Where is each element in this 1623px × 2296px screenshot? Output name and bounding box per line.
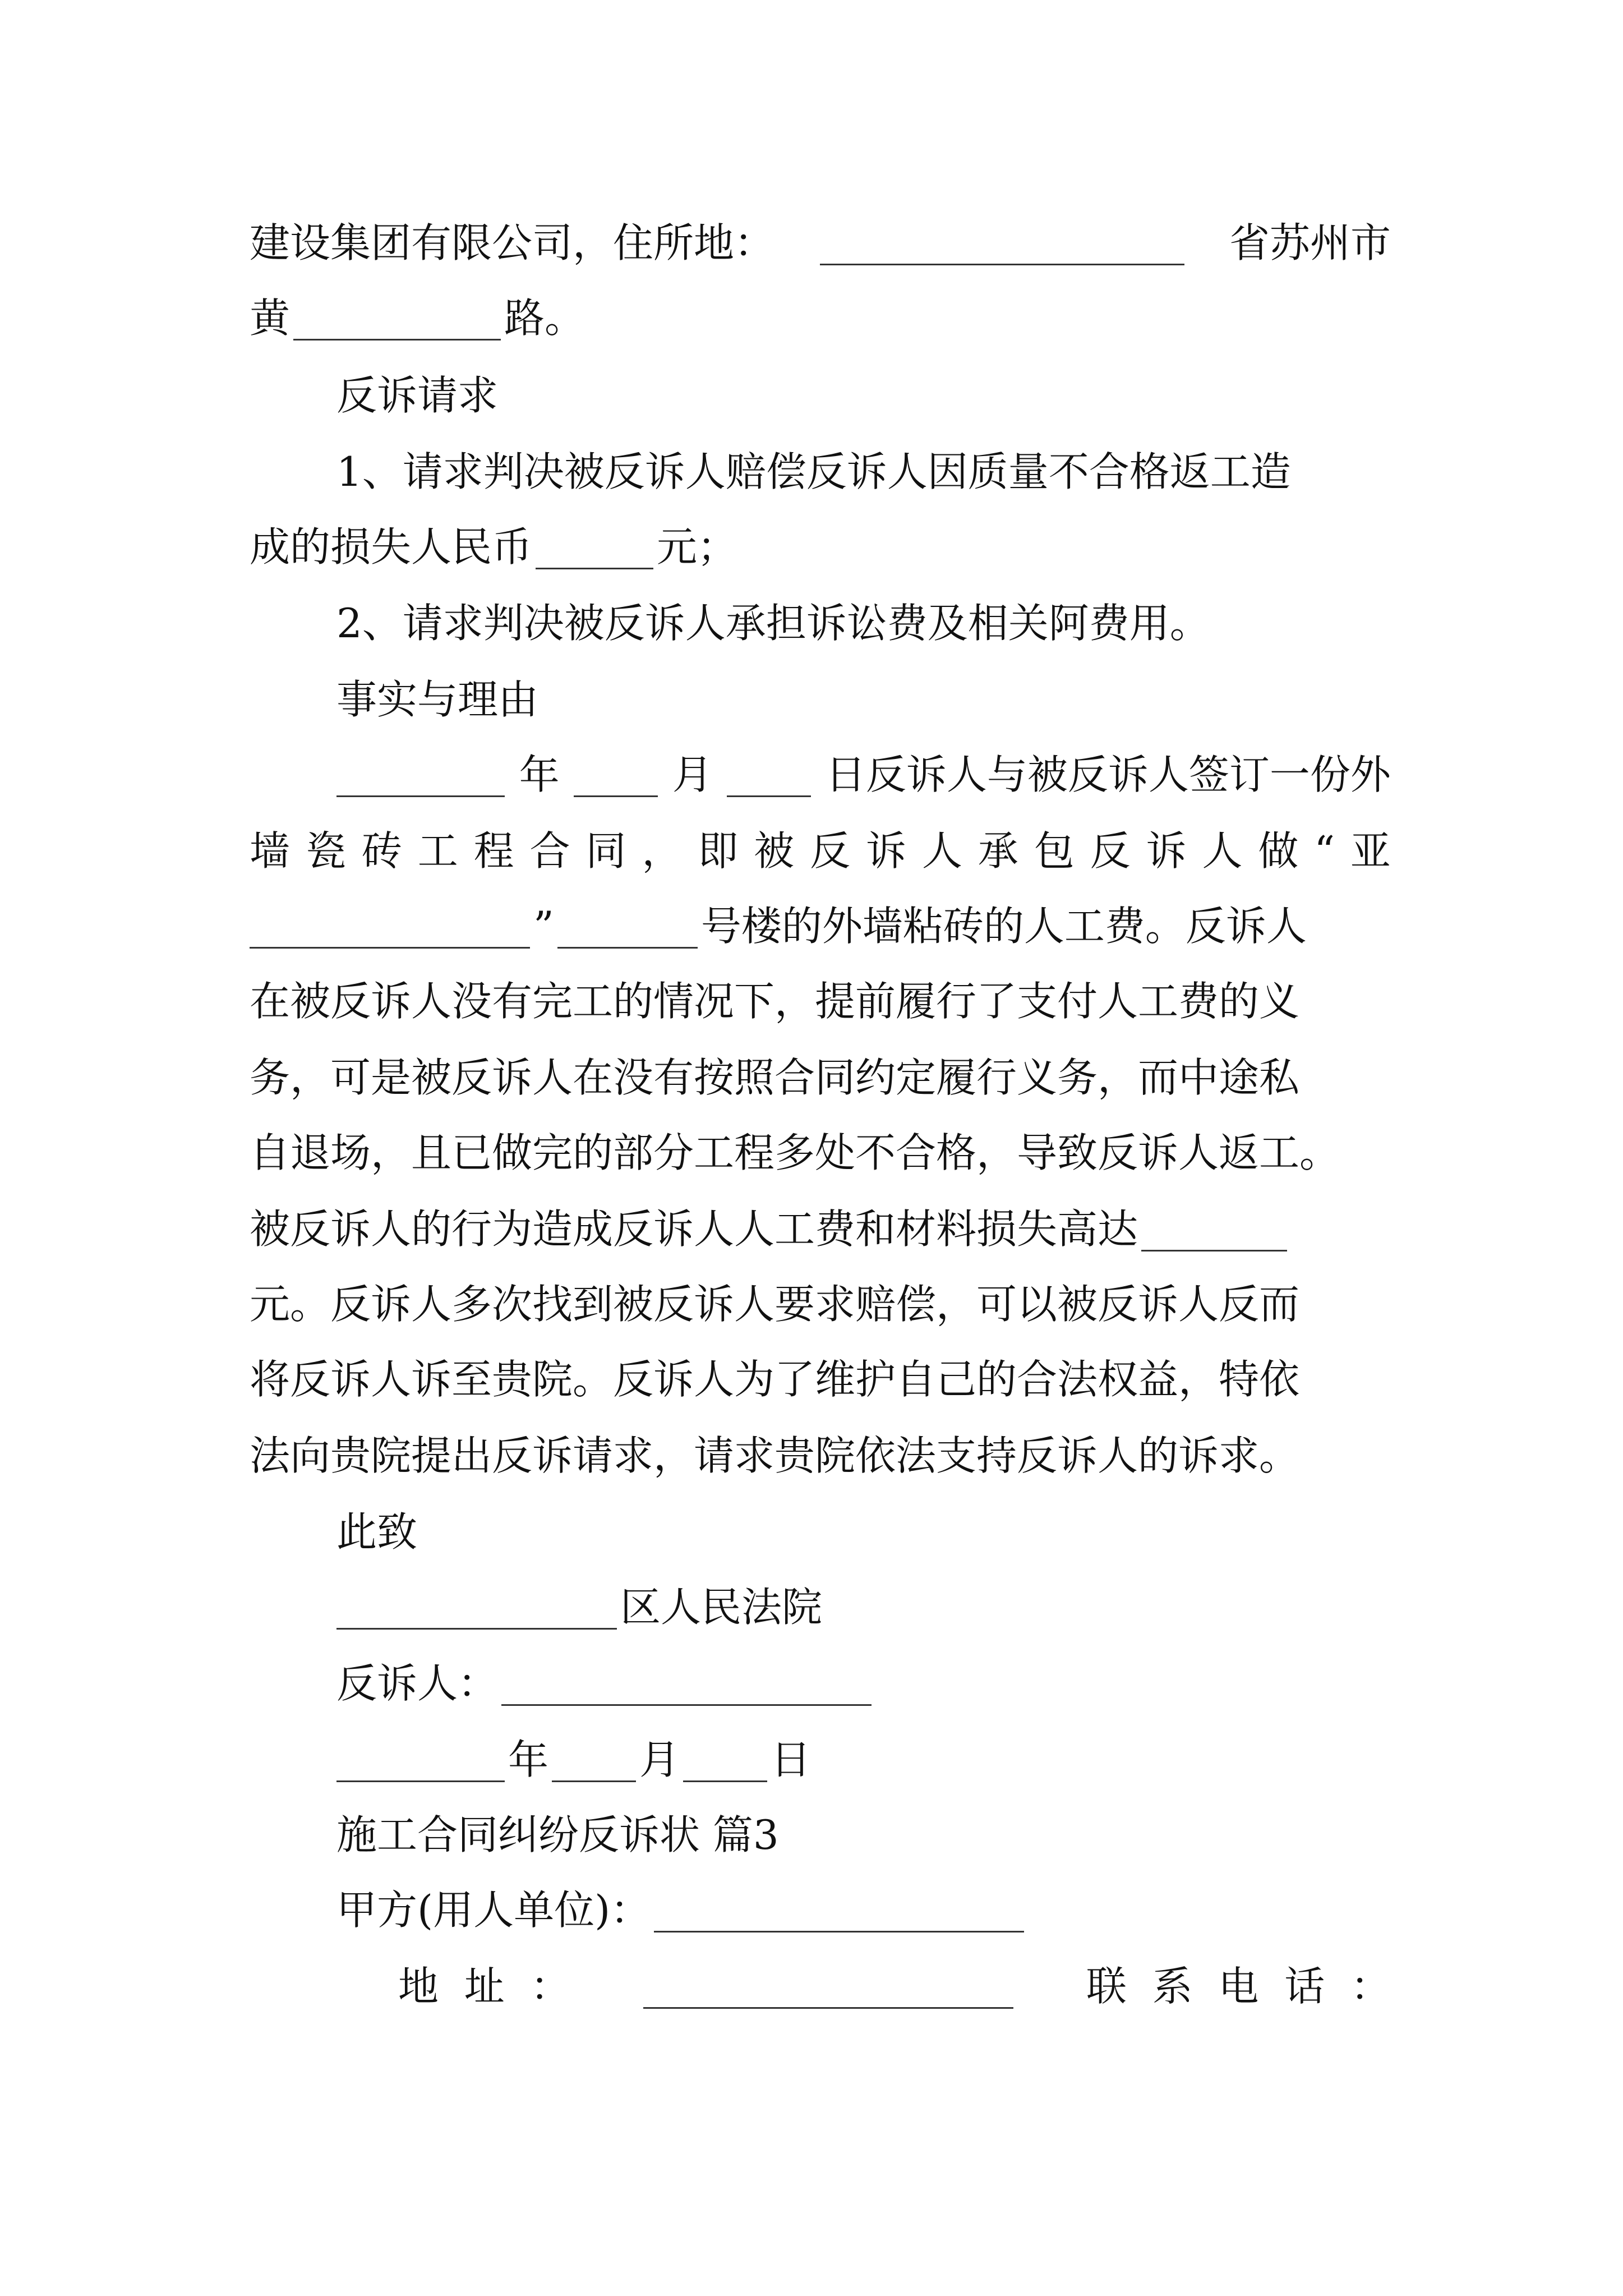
facts-heading xyxy=(336,669,1391,730)
request-1-unit: 元； xyxy=(657,523,738,570)
request-1-text: 1、请求判决被反诉人赔偿反诉人因质量不合格返工造 xyxy=(336,448,1291,495)
blank-sign-day[interactable] xyxy=(683,1738,767,1782)
char: 做 xyxy=(1258,827,1299,875)
char: 诉 xyxy=(1146,827,1187,875)
blank-project-name[interactable] xyxy=(250,904,530,949)
road-prefix: 黄 xyxy=(250,295,291,342)
address-phone-line xyxy=(398,1955,1391,2017)
company-text: 建设集团有限公司，住所地： xyxy=(250,219,775,266)
counterclaimant-label: 反诉人： xyxy=(336,1660,499,1707)
facts-line-7-text: 被反诉人的行为造成反诉人人工费和材料损失高达 xyxy=(250,1205,1138,1253)
facts-line-7 xyxy=(250,1198,1391,1260)
char: 人 xyxy=(921,827,962,875)
section-title: 施工合同纠纷反诉状 篇3 xyxy=(336,1811,779,1858)
facts-line-3 xyxy=(250,895,1391,957)
facts-line-3-text: 号楼的外墙粘砖的人工费。反诉人 xyxy=(700,903,1307,950)
char: 同 xyxy=(585,827,626,875)
char: 程 xyxy=(473,827,514,875)
request-2-text: 2、请求判决被反诉人承担诉讼费及相关阿费用。 xyxy=(336,600,1210,647)
facts-line-4-text: 在被反诉人没有完工的情况下，提前履行了支付人工费的义 xyxy=(250,978,1300,1025)
sign-year-label: 年 xyxy=(508,1736,549,1783)
party-a-label: 甲方(用人单位)： xyxy=(336,1887,651,1934)
char: “ xyxy=(1314,827,1335,875)
facts-line-4 xyxy=(250,970,1391,1032)
counterclaim-heading-text: 反诉请求 xyxy=(336,372,499,419)
char: 砖 xyxy=(361,827,402,875)
phone-label: 联 系 电 话 ： xyxy=(1086,1963,1391,2010)
blank-day[interactable] xyxy=(727,753,811,797)
request-2-line xyxy=(336,592,1391,654)
request-1-line-2 xyxy=(250,516,1391,578)
blank-sign-month[interactable] xyxy=(552,1738,636,1782)
close-quote: ” xyxy=(533,903,554,950)
sign-day-label: 日 xyxy=(771,1736,811,1783)
section-title-line xyxy=(336,1804,1391,1866)
facts-line-5-text: 务，可是被反诉人在没有按照合同约定履行义务，而中途私 xyxy=(250,1054,1300,1101)
facts-line-1-text: 日反诉人与被反诉人签订一份外 xyxy=(825,751,1391,798)
party-address-line xyxy=(250,212,1391,274)
char: 亚 xyxy=(1350,827,1391,875)
month-label: 月 xyxy=(672,751,713,798)
facts-line-10-text: 法向贵院提出反诉请求，请求贵院依法支持反诉人的诉求。 xyxy=(250,1432,1300,1479)
char: 反 xyxy=(1090,827,1131,875)
blank-building-no[interactable] xyxy=(557,904,698,949)
char: ， xyxy=(642,827,683,875)
char: 被 xyxy=(754,827,795,875)
blank-loss-amount[interactable] xyxy=(1141,1207,1287,1251)
counterclaim-heading xyxy=(336,365,1391,426)
char: 墙 xyxy=(250,827,291,875)
char: 即 xyxy=(698,827,739,875)
blank-address[interactable] xyxy=(820,221,1184,265)
char: 包 xyxy=(1034,827,1075,875)
blank-address-a[interactable] xyxy=(643,1964,1013,2009)
facts-line-1 xyxy=(336,744,1391,806)
address-label: 地 址 ： xyxy=(398,1963,571,2010)
char: 反 xyxy=(810,827,851,875)
facts-line-10 xyxy=(250,1425,1391,1487)
facts-heading-text: 事实与理由 xyxy=(336,676,539,723)
facts-line-5 xyxy=(250,1047,1391,1108)
court-text: 区人民法院 xyxy=(620,1584,823,1631)
court-line xyxy=(336,1576,1391,1638)
party-a-line xyxy=(336,1879,1391,1941)
salutation-text: 此致 xyxy=(336,1508,418,1556)
blank-month[interactable] xyxy=(574,753,658,797)
facts-line-2 xyxy=(250,820,1391,882)
province-text: 省苏州市 xyxy=(1229,219,1391,266)
salutation xyxy=(336,1501,1391,1563)
char: 诉 xyxy=(865,827,906,875)
sign-month-label: 月 xyxy=(639,1736,680,1783)
road-suffix: 路。 xyxy=(504,295,585,342)
char: 合 xyxy=(529,827,570,875)
blank-year[interactable] xyxy=(336,753,505,797)
blank-road[interactable] xyxy=(293,296,501,341)
blank-sign-year[interactable] xyxy=(336,1738,505,1782)
request-1-loss-text: 成的损失人民币 xyxy=(250,523,533,570)
blank-counterclaimant[interactable] xyxy=(501,1662,872,1706)
facts-line-6-text: 自退场，且已做完的部分工程多处不合格，导致反诉人返工。 xyxy=(250,1129,1340,1176)
year-label: 年 xyxy=(519,751,560,798)
request-1-line-1 xyxy=(336,441,1391,503)
facts-line-8 xyxy=(250,1273,1391,1335)
blank-amount[interactable] xyxy=(536,525,653,569)
facts-line-8-text: 元。反诉人多次找到被反诉人要求赔偿，可以被反诉人反而 xyxy=(250,1281,1300,1328)
blank-party-a[interactable] xyxy=(654,1888,1024,1932)
counterclaimant-line xyxy=(336,1653,1391,1714)
signature-date-line xyxy=(336,1729,1391,1791)
facts-line-6 xyxy=(250,1122,1391,1184)
char: 承 xyxy=(978,827,1018,875)
blank-district[interactable] xyxy=(336,1585,617,1630)
facts-line-9-text: 将反诉人诉至贵院。反诉人为了维护自己的合法权益，特依 xyxy=(250,1356,1300,1403)
facts-line-9 xyxy=(250,1349,1391,1410)
road-line xyxy=(250,287,1391,349)
char: 人 xyxy=(1202,827,1243,875)
char: 瓷 xyxy=(305,827,346,875)
char: 工 xyxy=(417,827,458,875)
